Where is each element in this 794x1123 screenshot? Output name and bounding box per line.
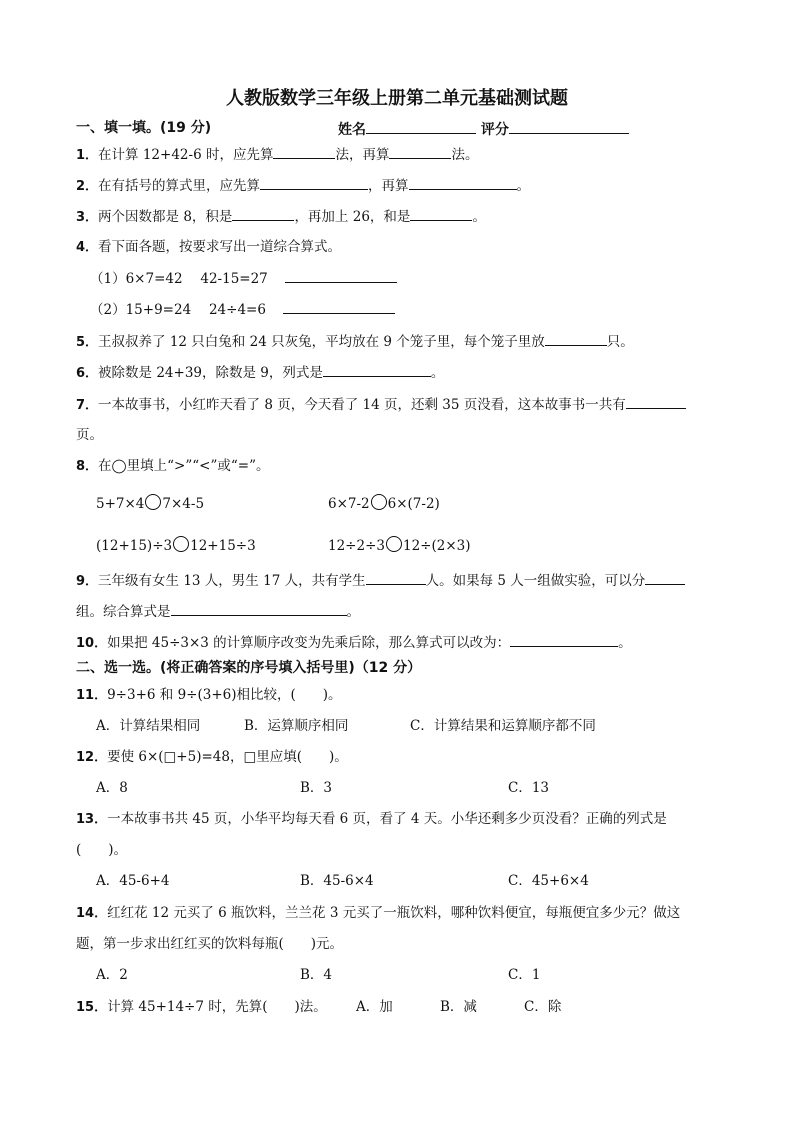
page-title: 人教版数学三年级上册第二单元基础测试题 xyxy=(226,88,568,109)
question-text: 三年级有女生 13 人，男生 17 人，共有学生 xyxy=(98,573,366,589)
answer-blank[interactable] xyxy=(626,394,686,409)
sub-question-text: （1）6×7=42 42-15=27 xyxy=(90,271,268,287)
expression-right: 6×(7-2) xyxy=(387,496,440,512)
q13-option-b[interactable]: B．45-6×4 xyxy=(300,873,374,889)
question-text: 法。 xyxy=(451,147,479,163)
compare-circle[interactable] xyxy=(173,536,189,552)
question-text: 人。如果每 5 人一组做实验，可以分 xyxy=(425,573,646,589)
compare-circle[interactable] xyxy=(145,494,161,510)
answer-blank[interactable] xyxy=(366,570,426,585)
question-text: 看下面各题，按要求写出一道综合算式。 xyxy=(98,239,342,255)
question-number: 15． xyxy=(76,1000,108,1015)
question-15 xyxy=(76,997,327,1018)
question-13-cont: ( )。 xyxy=(76,842,128,858)
question-text: 一本故事书，小红昨天看了 8 页，今天看了 14 页，还剩 35 页没看，这本故事书一共有 xyxy=(98,397,626,413)
q13-option-a[interactable]: A．45-6+4 xyxy=(96,873,170,889)
question-14 xyxy=(76,903,680,924)
q11-option-a[interactable]: A．计算结果相同 xyxy=(96,718,201,734)
question-2 xyxy=(76,175,530,197)
question-number: 4． xyxy=(76,240,99,255)
answer-blank[interactable] xyxy=(285,268,397,283)
expression-left: (12+15)÷3 xyxy=(96,538,173,554)
question-3 xyxy=(76,206,486,228)
question-text: 。 xyxy=(618,635,632,651)
answer-blank[interactable] xyxy=(273,144,335,159)
expression-left: 5+7×4 xyxy=(96,496,145,512)
question-text: 在计算 12+42-6 时，应先算 xyxy=(98,147,274,163)
answer-blank[interactable] xyxy=(283,299,395,314)
q11-option-b[interactable]: B．运算顺序相同 xyxy=(244,718,349,734)
expression-right: 12+15÷3 xyxy=(190,538,256,554)
compare-4 xyxy=(328,536,471,556)
question-text: 被除数是 24+39，除数是 9，列式是 xyxy=(98,365,323,381)
question-4-sub1 xyxy=(90,268,397,289)
q15-option-a[interactable]: A．加 xyxy=(356,999,393,1015)
q14-option-c[interactable]: C．1 xyxy=(508,967,541,983)
name-blank[interactable] xyxy=(366,119,476,134)
compare-circle[interactable] xyxy=(371,494,387,510)
question-text: 只。 xyxy=(606,334,634,350)
question-number: 2． xyxy=(76,179,99,194)
question-4 xyxy=(76,237,341,258)
question-12 xyxy=(76,747,348,768)
expression-right: 7×4-5 xyxy=(162,496,205,512)
name-label: 姓名 xyxy=(338,122,366,138)
question-number: 9． xyxy=(76,574,99,589)
compare-3 xyxy=(96,536,256,556)
answer-blank[interactable] xyxy=(389,144,451,159)
question-number: 11． xyxy=(76,688,108,703)
question-text: ，再加上 26，和是 xyxy=(294,209,411,225)
question-6 xyxy=(76,362,444,384)
question-text: 。 xyxy=(346,604,360,620)
question-7-cont xyxy=(76,425,103,445)
question-text: ，再算 xyxy=(368,178,409,194)
question-number: 12． xyxy=(76,750,108,765)
q14-option-a[interactable]: A．2 xyxy=(96,967,128,983)
question-9-cont xyxy=(76,601,360,622)
question-text: 在有括号的算式里，应先算 xyxy=(98,178,261,194)
answer-blank[interactable] xyxy=(409,175,517,190)
answer-blank[interactable] xyxy=(545,331,607,346)
sub-question-text: （2）15+9=24 24÷4=6 xyxy=(90,302,266,318)
question-5 xyxy=(76,331,634,353)
question-8 xyxy=(76,456,270,477)
question-text: 两个因数都是 8，积是 xyxy=(98,209,233,225)
question-text: 页。 xyxy=(76,427,103,443)
header-fields xyxy=(338,119,629,139)
question-number: 14． xyxy=(76,906,108,921)
q12-option-c[interactable]: C．13 xyxy=(508,780,550,796)
score-blank[interactable] xyxy=(509,119,629,134)
score-label: 评分 xyxy=(480,122,509,138)
question-14-cont: 题，第一步求出红红买的饮料每瓶( )元。 xyxy=(76,936,344,952)
question-text: 在◯里填上“>”“<”或“=”。 xyxy=(98,458,270,474)
question-text: 组。综合算式是 xyxy=(76,604,171,620)
answer-blank[interactable] xyxy=(510,632,618,647)
question-11 xyxy=(76,685,342,706)
answer-blank[interactable] xyxy=(323,362,431,377)
question-text: 红红花 12 元买了 6 瓶饮料，兰兰花 3 元买了一瓶饮料，哪种饮料便宜，每瓶便宜多少元？做这 xyxy=(107,905,681,921)
question-number: 3． xyxy=(76,210,99,225)
compare-2 xyxy=(328,494,440,514)
question-4-sub2 xyxy=(90,299,395,320)
question-text: 。 xyxy=(516,178,531,194)
question-number: 6． xyxy=(76,366,99,381)
question-1 xyxy=(76,144,478,166)
question-number: 8． xyxy=(76,459,99,474)
expression-left: 6×7-2 xyxy=(328,496,370,512)
question-number: 13． xyxy=(76,812,108,827)
answer-blank[interactable] xyxy=(171,601,347,616)
q13-option-c[interactable]: C．45+6×4 xyxy=(508,873,589,889)
expression-right: 12÷(2×3) xyxy=(402,538,471,554)
question-text: 一本故事书共 45 页，小华平均每天看 6 页，看了 4 天。小华还剩多少页没看？正确的列式是 xyxy=(107,811,667,827)
expression-left: 12÷2÷3 xyxy=(328,538,385,554)
q15-option-b[interactable]: B．减 xyxy=(440,999,477,1015)
section1-heading: 一、填一填。(19 分) xyxy=(76,120,212,136)
compare-1 xyxy=(96,494,204,514)
question-text: 王叔叔养了 12 只白兔和 24 只灰兔，平均放在 9 个笼子里，每个笼子里放 xyxy=(98,334,545,350)
question-text: 计算 45+14÷7 时，先算( )法。 xyxy=(107,999,327,1015)
question-number: 10． xyxy=(76,636,108,651)
question-number: 7． xyxy=(76,398,99,413)
question-9 xyxy=(76,570,685,592)
q12-option-a[interactable]: A．8 xyxy=(96,780,128,796)
q14-option-b[interactable]: B．4 xyxy=(300,967,333,983)
question-text: 法，再算 xyxy=(335,147,390,163)
q11-option-c[interactable]: C．计算结果和运算顺序都不同 xyxy=(410,718,596,734)
q12-option-b[interactable]: B．3 xyxy=(300,780,333,796)
question-text: 。 xyxy=(472,209,486,225)
question-text: 9÷3+6 和 9÷(3+6)相比较，( )。 xyxy=(107,687,342,703)
question-number: 5． xyxy=(76,335,99,350)
question-13 xyxy=(76,809,667,830)
answer-blank[interactable] xyxy=(260,175,368,190)
question-10 xyxy=(76,632,632,654)
question-7 xyxy=(76,394,686,416)
question-text: 要使 6×(□+5)=48，□里应填( )。 xyxy=(107,749,348,765)
answer-blank[interactable] xyxy=(232,206,294,221)
question-text: 。 xyxy=(430,365,445,381)
section2-heading: 二、选一选。(将正确答案的序号填入括号里)（12 分） xyxy=(76,660,422,676)
answer-blank[interactable] xyxy=(645,570,685,585)
question-number: 1． xyxy=(76,148,99,163)
q15-option-c[interactable]: C．除 xyxy=(524,999,562,1015)
question-text: 如果把 45÷3×3 的计算顺序改变为先乘后除，那么算式可以改为： xyxy=(107,635,511,651)
compare-circle[interactable] xyxy=(386,536,402,552)
answer-blank[interactable] xyxy=(410,206,472,221)
